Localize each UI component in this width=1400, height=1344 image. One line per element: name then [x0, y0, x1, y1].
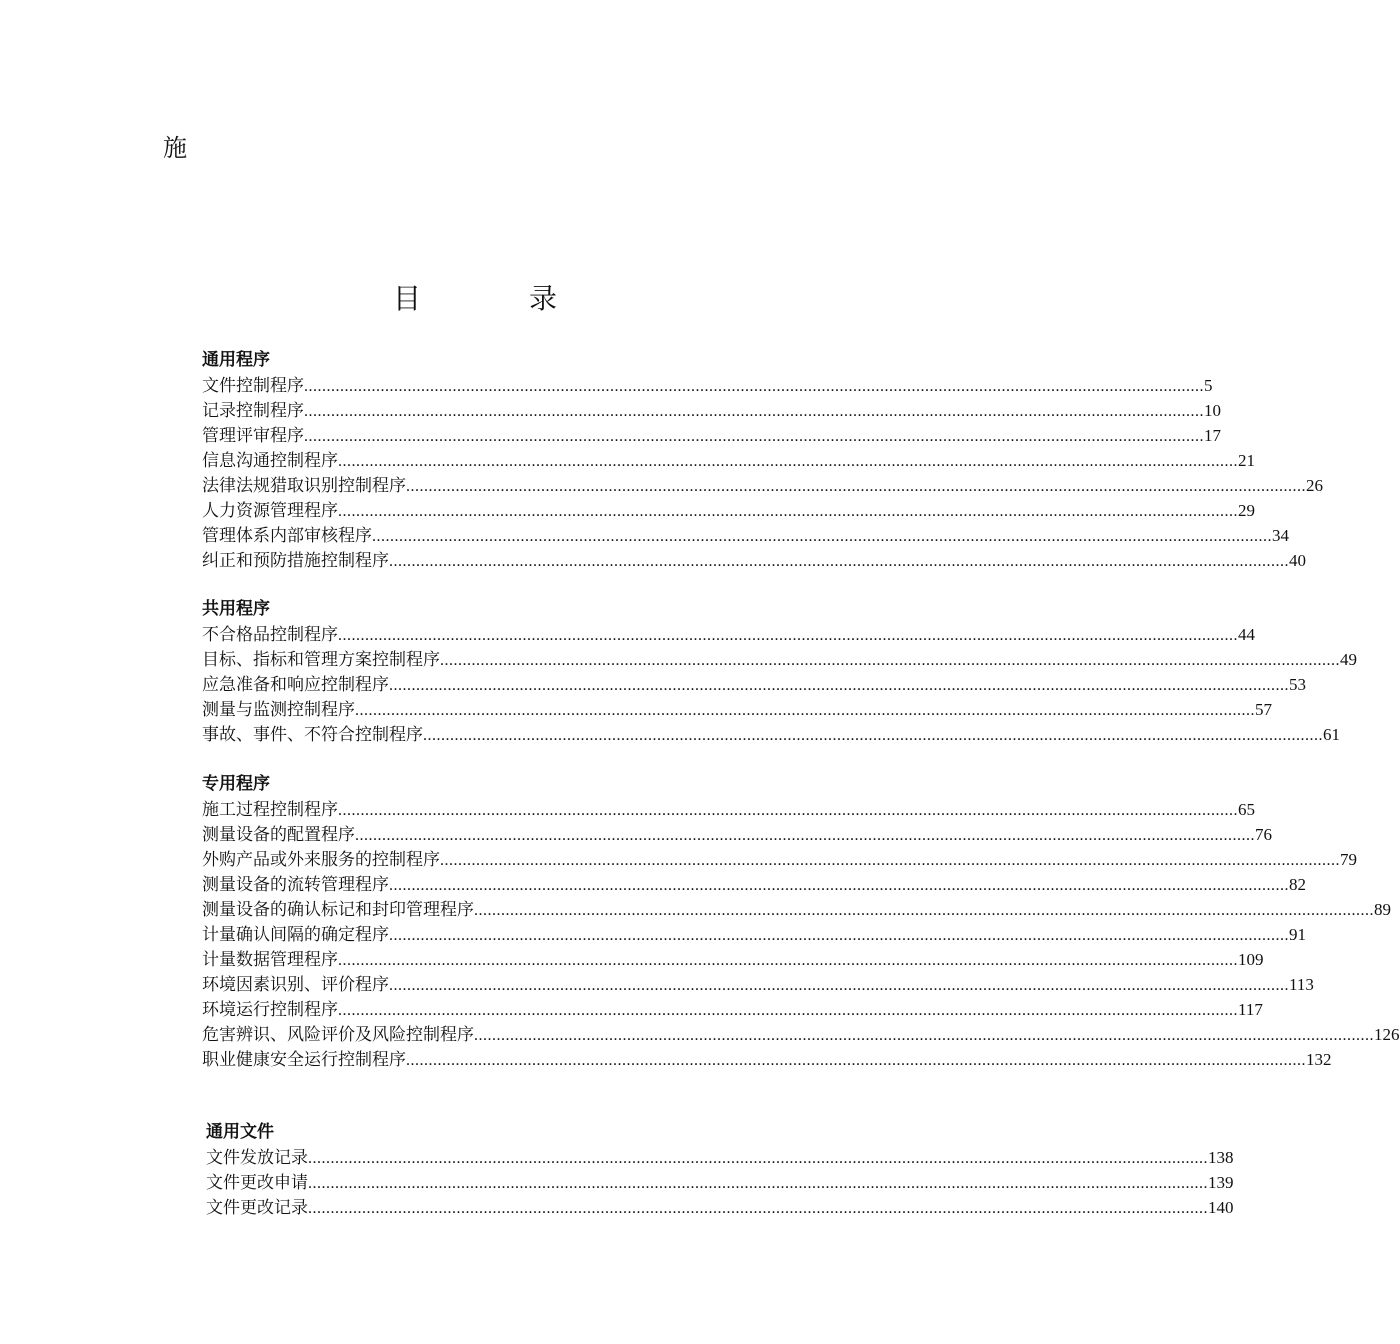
- toc-entry[interactable]: [202, 822, 1272, 847]
- toc-entry-page-number: 139: [1208, 1173, 1234, 1192]
- toc-entry-page-number: 79: [1340, 850, 1357, 869]
- toc-entry-page-number: 10: [1204, 401, 1221, 420]
- toc-entry-page-number: 26: [1306, 476, 1323, 495]
- toc-entry-page-number: 5: [1204, 376, 1213, 395]
- toc-entry-page-number: 21: [1238, 451, 1255, 470]
- toc-section-shared-procedures: [202, 597, 1357, 747]
- dot-leader: ........................................................................................................................................................................................................: [406, 478, 1306, 495]
- toc-entry-label: 不合格品控制程序: [202, 625, 338, 645]
- dot-leader: ........................................................................................................................................................................................................: [304, 378, 1204, 395]
- toc-entry-page-number: 44: [1238, 625, 1255, 644]
- toc-entry[interactable]: [202, 548, 1306, 573]
- toc-entry-page-number: 126: [1374, 1025, 1400, 1044]
- section-heading: 专用程序: [202, 774, 270, 794]
- dot-leader: ........................................................................................................................................................................................................: [308, 1175, 1208, 1192]
- dot-leader: ........................................................................................................................................................................................................: [474, 902, 1374, 919]
- dot-leader: ........................................................................................................................................................................................................: [389, 877, 1289, 894]
- toc-entry-page-number: 82: [1289, 875, 1306, 894]
- toc-section-general-documents: [206, 1120, 1234, 1220]
- dot-leader: ........................................................................................................................................................................................................: [338, 503, 1238, 520]
- dot-leader: ........................................................................................................................................................................................................: [389, 977, 1289, 994]
- toc-entry-label: 人力资源管理程序: [202, 501, 338, 521]
- toc-entry-label: 管理评审程序: [202, 426, 304, 446]
- dot-leader: ........................................................................................................................................................................................................: [406, 1052, 1306, 1069]
- toc-entry[interactable]: [202, 647, 1357, 672]
- toc-entry-label: 纠正和预防措施控制程序: [202, 551, 389, 571]
- dot-leader: ........................................................................................................................................................................................................: [440, 652, 1340, 669]
- toc-entry[interactable]: [202, 398, 1221, 423]
- toc-entry[interactable]: [202, 947, 1264, 972]
- toc-entry[interactable]: [202, 473, 1323, 498]
- toc-entry[interactable]: [202, 523, 1289, 548]
- toc-entry-page-number: 76: [1255, 825, 1272, 844]
- dot-leader: ........................................................................................................................................................................................................: [338, 627, 1238, 644]
- toc-entry[interactable]: [202, 997, 1263, 1022]
- dot-leader: ........................................................................................................................................................................................................: [372, 528, 1272, 545]
- toc-entry-page-number: 65: [1238, 800, 1255, 819]
- dot-leader: ........................................................................................................................................................................................................: [304, 403, 1204, 420]
- toc-title-right: 录: [529, 282, 558, 315]
- toc-entry[interactable]: [202, 922, 1306, 947]
- toc-title: [0, 282, 950, 316]
- toc-entry-page-number: 49: [1340, 650, 1357, 669]
- toc-entry-label: 计量数据管理程序: [202, 950, 338, 970]
- toc-entry[interactable]: [202, 373, 1213, 398]
- dot-leader: ........................................................................................................................................................................................................: [338, 952, 1238, 969]
- section-heading: 共用程序: [202, 599, 270, 619]
- toc-entry-label: 测量与监测控制程序: [202, 700, 355, 720]
- toc-entry-page-number: 29: [1238, 501, 1255, 520]
- toc-entry-label: 文件发放记录: [206, 1148, 308, 1168]
- toc-entry-label: 事故、事件、不符合控制程序: [202, 725, 423, 745]
- dot-leader: ........................................................................................................................................................................................................: [389, 553, 1289, 570]
- toc-entry[interactable]: [202, 972, 1314, 997]
- toc-entry-page-number: 61: [1323, 725, 1340, 744]
- toc-entry[interactable]: [202, 897, 1391, 922]
- toc-entry[interactable]: [202, 847, 1357, 872]
- toc-entry-label: 测量设备的流转管理程序: [202, 875, 389, 895]
- dot-leader: ........................................................................................................................................................................................................: [308, 1150, 1208, 1167]
- toc-entry[interactable]: [202, 423, 1221, 448]
- toc-entry-label: 危害辨识、风险评价及风险控制程序: [202, 1025, 474, 1045]
- toc-entry-page-number: 57: [1255, 700, 1272, 719]
- toc-entry-label: 职业健康安全运行控制程序: [202, 1050, 406, 1070]
- toc-entry-label: 测量设备的配置程序: [202, 825, 355, 845]
- toc-entry-label: 文件更改申请: [206, 1173, 308, 1193]
- toc-entry-label: 计量确认间隔的确定程序: [202, 925, 389, 945]
- toc-entry-label: 测量设备的确认标记和封印管理程序: [202, 900, 474, 920]
- toc-entry[interactable]: [202, 672, 1306, 697]
- dot-leader: ........................................................................................................................................................................................................: [423, 727, 1323, 744]
- toc-entry-label: 记录控制程序: [202, 401, 304, 421]
- toc-entry-label: 信息沟通控制程序: [202, 451, 338, 471]
- toc-entry-label: 应急准备和响应控制程序: [202, 675, 389, 695]
- header-character: 施: [163, 134, 187, 162]
- dot-leader: ........................................................................................................................................................................................................: [474, 1027, 1374, 1044]
- toc-entry-label: 管理体系内部审核程序: [202, 526, 372, 546]
- toc-entry-label: 外购产品或外来服务的控制程序: [202, 850, 440, 870]
- dot-leader: ........................................................................................................................................................................................................: [355, 827, 1255, 844]
- toc-entry-page-number: 34: [1272, 526, 1289, 545]
- dot-leader: ........................................................................................................................................................................................................: [308, 1200, 1208, 1217]
- toc-entry-label: 文件更改记录: [206, 1198, 308, 1218]
- toc-entry-page-number: 138: [1208, 1148, 1234, 1167]
- toc-entry-label: 目标、指标和管理方案控制程序: [202, 650, 440, 670]
- toc-entry-page-number: 109: [1238, 950, 1264, 969]
- section-heading: 通用程序: [202, 350, 270, 370]
- toc-entry[interactable]: [202, 1047, 1332, 1072]
- dot-leader: ........................................................................................................................................................................................................: [440, 852, 1340, 869]
- toc-entry[interactable]: [202, 872, 1306, 897]
- toc-entry-page-number: 40: [1289, 551, 1306, 570]
- toc-entry-page-number: 91: [1289, 925, 1306, 944]
- dot-leader: ........................................................................................................................................................................................................: [355, 702, 1255, 719]
- toc-entry-page-number: 140: [1208, 1198, 1234, 1217]
- toc-entry[interactable]: [202, 797, 1255, 822]
- toc-entry[interactable]: [202, 448, 1255, 473]
- dot-leader: ........................................................................................................................................................................................................: [338, 802, 1238, 819]
- toc-title-left: 目: [392, 282, 421, 315]
- toc-entry[interactable]: [202, 722, 1340, 747]
- dot-leader: ........................................................................................................................................................................................................: [304, 428, 1204, 445]
- toc-entry[interactable]: [202, 498, 1255, 523]
- toc-entry[interactable]: [206, 1170, 1234, 1195]
- toc-entry-page-number: 132: [1306, 1050, 1332, 1069]
- toc-section-general-procedures: [202, 348, 1323, 573]
- toc-entry-label: 法律法规猎取识别控制程序: [202, 476, 406, 496]
- toc-entry-page-number: 117: [1238, 1000, 1263, 1019]
- toc-entry[interactable]: [202, 1022, 1400, 1047]
- toc-entry-page-number: 53: [1289, 675, 1306, 694]
- toc-entry-page-number: 113: [1289, 975, 1314, 994]
- section-heading: 通用文件: [206, 1122, 274, 1142]
- dot-leader: ........................................................................................................................................................................................................: [389, 677, 1289, 694]
- toc-entry[interactable]: [202, 622, 1255, 647]
- toc-entry[interactable]: [206, 1195, 1234, 1220]
- dot-leader: ........................................................................................................................................................................................................: [338, 453, 1238, 470]
- toc-entry-label: 文件控制程序: [202, 376, 304, 396]
- toc-entry-page-number: 17: [1204, 426, 1221, 445]
- dot-leader: ........................................................................................................................................................................................................: [338, 1002, 1238, 1019]
- dot-leader: ........................................................................................................................................................................................................: [389, 927, 1289, 944]
- toc-entry[interactable]: [206, 1145, 1234, 1170]
- toc-entry[interactable]: [202, 697, 1272, 722]
- toc-entry-page-number: 89: [1374, 900, 1391, 919]
- toc-entry-label: 施工过程控制程序: [202, 800, 338, 820]
- toc-entry-label: 环境因素识别、评价程序: [202, 975, 389, 995]
- toc-entry-label: 环境运行控制程序: [202, 1000, 338, 1020]
- toc-section-special-procedures: [202, 772, 1400, 1072]
